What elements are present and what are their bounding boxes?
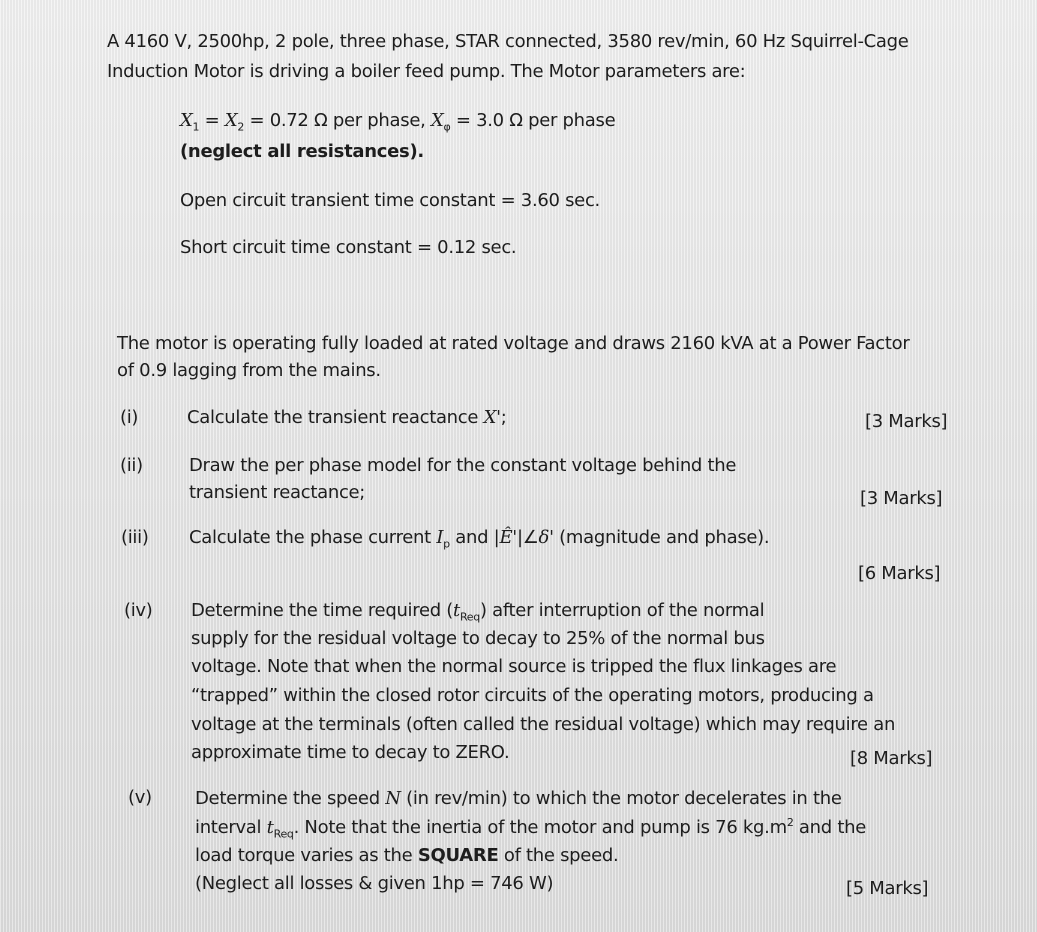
intro-line-1: A 4160 V, 2500hp, 2 pole, three phase, STAR connected, 3580 rev/min, 60 Hz Squirrel-Cage [107, 31, 909, 52]
q1-number: (i) [120, 407, 139, 428]
eq2-text: = 0.72 Ω per phase, [244, 110, 431, 131]
q5-line-2-b: . Note that the inertia of the motor and pump is 76 kg.m [293, 817, 787, 838]
q3-number: (iii) [121, 527, 149, 548]
q5-number: (v) [128, 787, 152, 808]
q1-text-b: ; [500, 407, 507, 428]
q5-marks: [5 Marks] [846, 878, 929, 899]
q4-line-1-a: Determine the time required ( [191, 600, 454, 621]
x2-subscript: 2 [237, 120, 245, 134]
q1-marks: [3 Marks] [865, 411, 948, 432]
q5-line-3-b: of the speed. [498, 845, 619, 866]
q2-marks: [3 Marks] [860, 488, 943, 509]
q5-line-1-b: (in rev/min) to which the motor decelerates in the [400, 788, 842, 809]
q5-line-1-a: Determine the speed [195, 788, 386, 809]
emf-symbol: Ê' [499, 527, 517, 548]
neglect-resistances: (neglect all resistances). [180, 141, 424, 162]
phase-current-symbol: I [436, 527, 444, 548]
q5-line-3-a: load torque varies as the [195, 845, 418, 866]
eq1-text: = [199, 110, 225, 131]
q4-line-1-b: ) after interruption of the normal [479, 600, 765, 621]
q5-treq-symbol: t [266, 817, 274, 838]
x1-subscript: 1 [192, 120, 200, 134]
reactance-params [180, 108, 615, 134]
q4-line-6: approximate time to decay to ZERO. [191, 742, 510, 763]
xphi-symbol: X [430, 110, 444, 131]
q5-line-2-a: interval [195, 817, 267, 838]
q5-treq-subscript: Req [273, 827, 294, 841]
eq3-text: = 3.0 Ω per phase [450, 110, 616, 131]
short-circuit-constant: Short circuit time constant = 0.12 sec. [180, 237, 517, 258]
q4-line-3: voltage. Note that when the normal source is tripped the flux linkages are [191, 656, 837, 677]
phase-current-subscript: p [443, 537, 450, 551]
q4-line-5: voltage at the terminals (often called the residual voltage) which may require an [191, 714, 896, 735]
q3-text-a: Calculate the phase current [189, 527, 437, 548]
q4-number: (iv) [124, 600, 153, 621]
xphi-subscript: φ [443, 120, 451, 134]
intro-line-2: Induction Motor is driving a boiler feed pump. The Motor parameters are: [107, 61, 746, 82]
q4-marks: [8 Marks] [850, 748, 933, 769]
q2-line-2: transient reactance; [189, 482, 366, 503]
q4-line-4: “trapped” within the closed rotor circuits of the operating motors, producing a [191, 685, 874, 706]
q3-text-c: |∠ [516, 527, 539, 548]
q3-marks: [6 Marks] [858, 563, 941, 584]
open-circuit-constant: Open circuit transient time constant = 3.60 sec. [180, 190, 600, 211]
operating-line-2: of 0.9 lagging from the mains. [117, 360, 381, 381]
q2-number: (ii) [120, 455, 143, 476]
q1-text [187, 405, 507, 431]
delta-symbol: δ' [538, 527, 554, 548]
transient-reactance-symbol: X' [483, 407, 501, 428]
q5-line-4: (Neglect all losses & given 1hp = 746 W) [195, 873, 554, 894]
speed-symbol: N [385, 788, 401, 809]
square-word: SQUARE [417, 845, 499, 866]
q3-text [189, 525, 769, 551]
treq-subscript: Req [459, 610, 480, 624]
q4-line-2: supply for the residual voltage to decay to 25% of the normal bus [191, 628, 765, 649]
x2-symbol: X [224, 110, 238, 131]
q3-text-d: (magnitude and phase). [553, 527, 770, 548]
q1-text-a: Calculate the transient reactance [187, 407, 484, 428]
q3-text-b: and | [449, 527, 500, 548]
x1-symbol: X [180, 110, 193, 131]
q5-line-2-c: and the [793, 817, 866, 838]
q5-superscript: 2 [786, 816, 794, 829]
q5-line-1 [195, 786, 842, 812]
treq-symbol: t [453, 600, 460, 621]
operating-line-1: The motor is operating fully loaded at rated voltage and draws 2160 kVA at a Power Factor [117, 333, 910, 354]
q5-line-2 [195, 815, 866, 841]
q4-line-1 [191, 598, 764, 624]
q2-line-1: Draw the per phase model for the constant voltage behind the [189, 455, 737, 476]
q5-line-3 [195, 843, 618, 869]
